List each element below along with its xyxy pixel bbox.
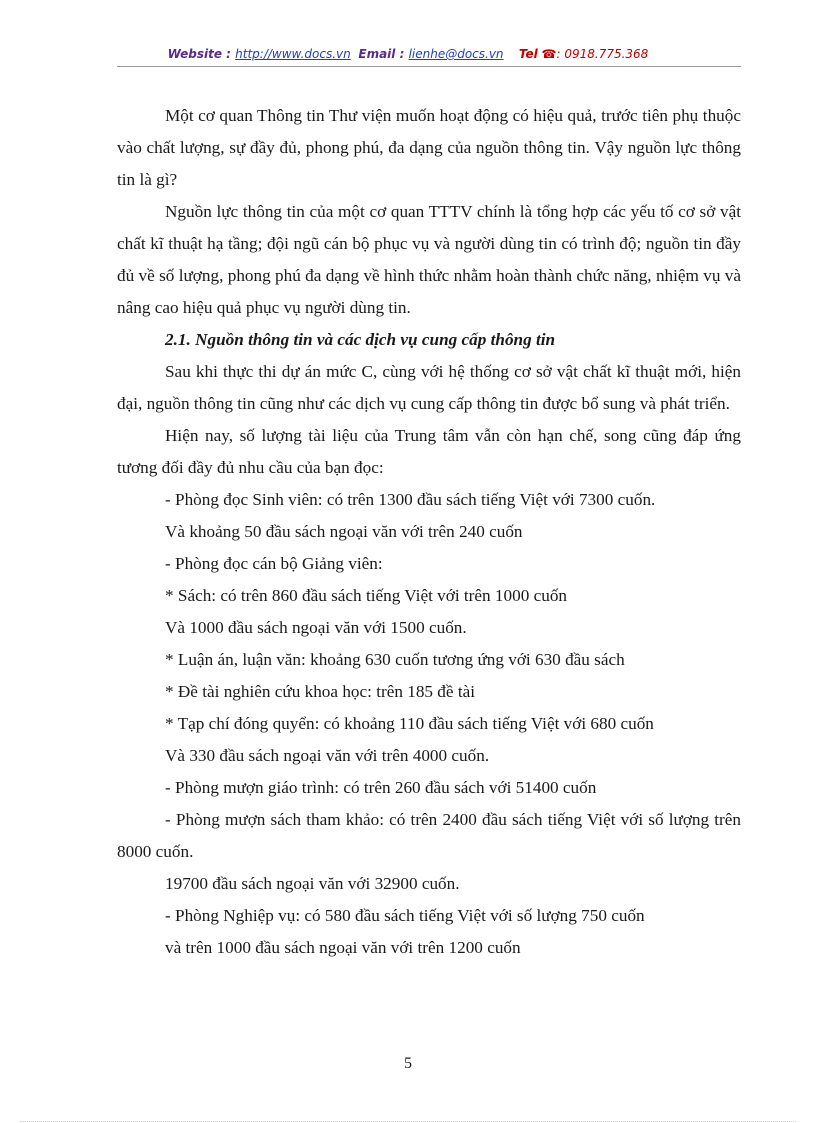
paragraph-intro: Một cơ quan Thông tin Thư viện muốn hoạt động có hiệu quả, trước tiên phụ thuộc vào chất lượng, sự đầy đủ, phong phú, đa dạng của nguồn thông tin. Vậy nguồn lực thông tin là gì? <box>117 106 741 189</box>
section-heading: 2.1. Nguồn thông tin và các dịch vụ cung cấp thông tin <box>165 330 556 349</box>
list-item: - Phòng đọc Sinh viên: có trên 1300 đầu sách tiếng Việt với 7300 cuốn. <box>165 490 656 509</box>
email-label: Email <box>358 47 396 61</box>
list-item: - Phòng đọc cán bộ Giảng viên: <box>165 554 383 573</box>
list-item: * Đề tài nghiên cứu khoa học: trên 185 đề tài <box>165 682 476 701</box>
document-body <box>117 100 741 964</box>
website-label: Website <box>167 47 222 61</box>
paragraph-project: Sau khi thực thi dự án mức C, cùng với hệ thống cơ sở vật chất kĩ thuật mới, hiện đại, nguồn thông tin cũng như các dịch vụ cung cấp thông tin được bổ sung và phát triển. <box>117 362 741 413</box>
paragraph-current: Hiện nay, số lượng tài liệu của Trung tâm vẫn còn hạn chế, song cũng đáp ứng tương đối đầy đủ nhu cầu của bạn đọc: <box>117 426 741 477</box>
list-item: * Luận án, luận văn: khoảng 630 cuốn tương ứng với 630 đầu sách <box>165 650 625 669</box>
phone-icon: ☎ <box>541 47 557 61</box>
website-link[interactable]: http://www.docs.vn <box>235 47 351 61</box>
header-divider <box>117 66 741 67</box>
list-item: * Sách: có trên 860 đầu sách tiếng Việt với trên 1000 cuốn <box>165 586 568 605</box>
phone-number: : 0918.775.368 <box>556 47 649 61</box>
page-header <box>0 47 816 61</box>
page-number: 5 <box>404 1055 412 1072</box>
list-item: Và khoảng 50 đầu sách ngoại văn với trên 240 cuốn <box>165 522 523 541</box>
list-item: - Phòng mượn giáo trình: có trên 260 đầu sách với 51400 cuốn <box>165 778 597 797</box>
website-colon: : <box>221 47 236 61</box>
tel-label: Tel <box>518 47 538 61</box>
list-item: - Phòng mượn sách tham khảo: có trên 2400 đầu sách tiếng Việt với số lượng trên 8000 cuốn. <box>117 810 741 861</box>
email-colon: : <box>395 47 409 61</box>
list-item: và trên 1000 đầu sách ngoại văn với trên 1200 cuốn <box>165 938 521 957</box>
list-item: 19700 đầu sách ngoại văn với 32900 cuốn. <box>165 874 460 893</box>
list-item: - Phòng Nghiệp vụ: có 580 đầu sách tiếng Việt với số lượng 750 cuốn <box>165 906 645 925</box>
email-link[interactable]: lienhe@docs.vn <box>408 47 504 61</box>
list-item: Và 330 đầu sách ngoại văn với trên 4000 cuốn. <box>165 746 490 765</box>
list-item: * Tạp chí đóng quyển: có khoảng 110 đầu sách tiếng Việt với 680 cuốn <box>165 714 654 733</box>
paragraph-definition: Nguồn lực thông tin của một cơ quan TTTV chính là tổng hợp các yếu tố cơ sở vật chất kĩ thuật hạ tầng; đội ngũ cán bộ phục vụ và người dùng tin có trình độ; nguồn tin đầy đủ về số lượng, phong phú đa dạng về hình thức nhằm hoàn thành chức năng, nhiệm vụ và nâng cao hiệu quả phục vụ người dùng tin. <box>117 202 741 317</box>
list-item: Và 1000 đầu sách ngoại văn với 1500 cuốn. <box>165 618 467 637</box>
footer-divider <box>20 1121 796 1122</box>
